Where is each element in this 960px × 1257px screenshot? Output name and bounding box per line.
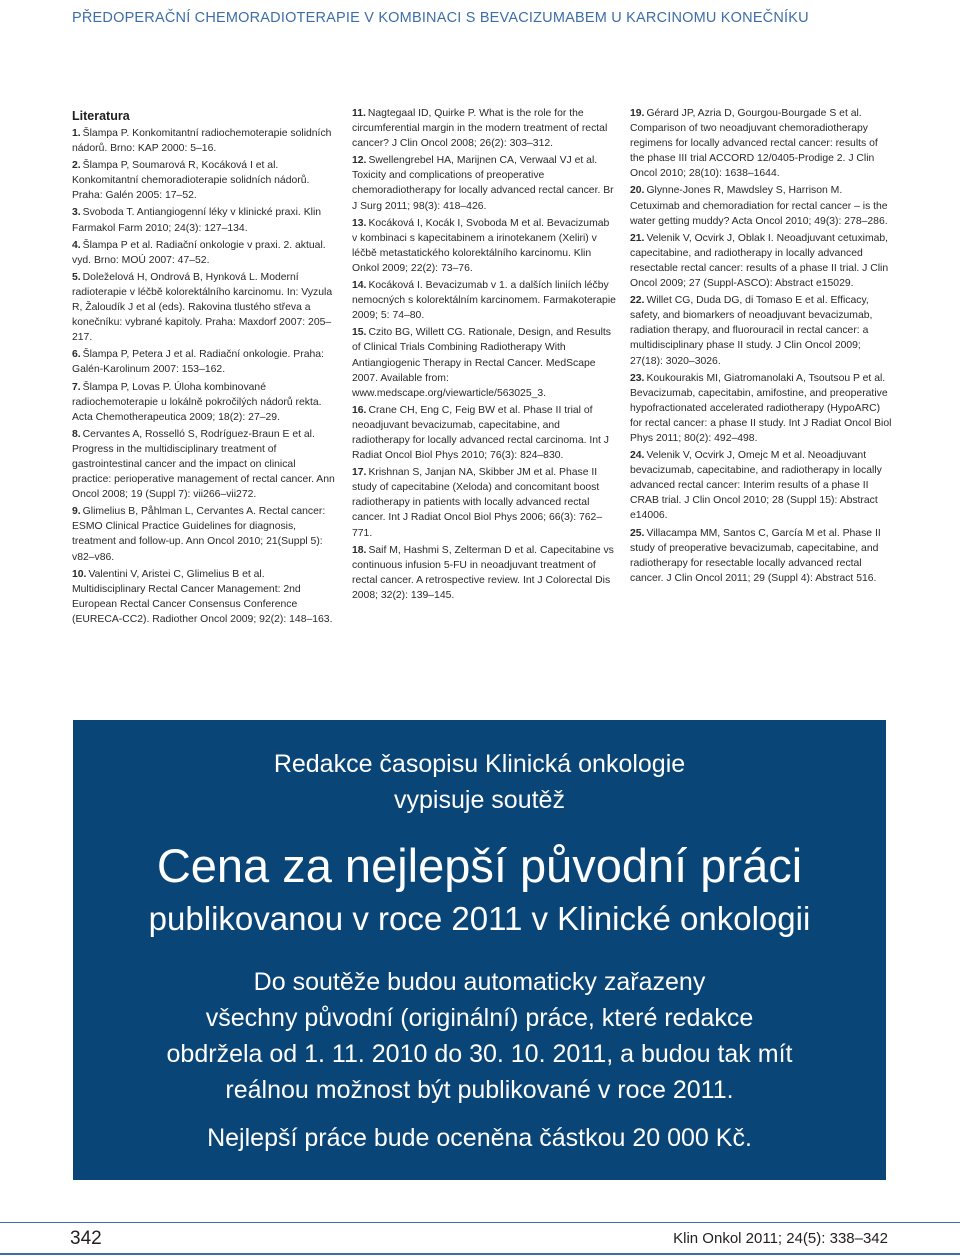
reference-item (72, 380, 336, 425)
reference-item (352, 106, 616, 151)
literature-heading: Literatura (72, 109, 130, 123)
reference-item (72, 238, 336, 268)
reference-text: Saif M, Hashmi S, Zelterman D et al. Capecitabine vs continuous infusion 5-FU in neoadjuvant treatment of rectal cancer. A retrospective review. Int J Colorectal Dis 2008; 32(2): 139–145. (352, 544, 614, 601)
reference-text: Czito BG, Willett CG. Rationale, Design, and Results of Clinical Trials Combining Radiotherapy With Antiangiogenic Therapy in Rectal Cancer. MedScape 2007. Available from: www.medscape.org/viewarticle/563025_3. (352, 327, 611, 399)
reference-text: Glimelius B, Påhlman L, Cervantes A. Rectal cancer: ESMO Clinical Practice Guidelines for diagnosis, treatment and follow-up. Ann Oncol 2010; 21(Suppl 5): v82–v86. (72, 506, 326, 563)
reference-number: 7. (72, 381, 81, 393)
reference-text: Doleželová H, Ondrová B, Hynková L. Moderní radioterapie v léčbě kolorektálního karcinomu. In: Vyzula R, Žaloudík J et al (eds). Rakovina tlustého střeva a konečníku: vybrané kapitoly. Praha: Maxdorf 2007: 205–217. (72, 271, 333, 344)
reference-number: 10. (72, 568, 87, 580)
reference-number: 11. (352, 108, 366, 119)
reference-text: Kocáková I. Bevacizumab v 1. a dalších liniích léčby nemocných s kolorektálním karcinomem. Farmakoterapie 2009; 5: 74–80. (352, 280, 616, 322)
reference-text: Swellengrebel HA, Marijnen CA, Verwaal VJ et al. Toxicity and complications of preoperative chemoradiotherapy for locally advanced rectal cancer. Br J Surg 2011; 98(3): 418–426. (352, 155, 614, 212)
footer-divider (0, 1222, 960, 1223)
reference-number: 17. (352, 467, 367, 479)
reference-number: 9. (72, 506, 81, 518)
page-number: 342 (70, 1228, 102, 1249)
references-column-3 (630, 106, 894, 588)
reference-item (72, 504, 336, 564)
reference-text: Šlampa P et al. Radiační onkologie v praxi. 2. aktual. vyd. Brno: MOÚ 2007: 47–52. (72, 239, 326, 266)
references-column-1 (72, 107, 336, 629)
reference-number: 13. (352, 217, 367, 229)
reference-text: Crane CH, Eng C, Feig BW et al. Phase II trial of neoadjuvant bevacizumab, capecitabine, and radiotherapy for locally advanced rectal carcinoma. Int J Radiat Oncol Biol Phys 2010; 76(3): 824–830. (352, 404, 610, 462)
reference-number: 8. (72, 428, 81, 440)
reference-text: Valentini V, Aristei C, Glimelius B et al. Multidisciplinary Rectal Cancer Management: 2nd European Rectal Cancer Consensus Conference (EURECA-CC2). Radiother Oncol 2009; 92(2): 148–163. (72, 568, 333, 625)
reference-text: Nagtegaal ID, Quirke P. What is the role for the circumferential margin in the modern treatment of rectal cancer? J Clin Oncol 2008; 26(2): 303–312. (352, 108, 608, 150)
reference-item (352, 278, 616, 323)
reference-text: Kocáková I, Kocák I, Svoboda M et al. Bevacizumab v kombinaci s kapecitabinem a irinotekanem (Xeliri) v léčbě metastatického kolorektálního karcinomu. Klin Onkol 2009; 22(2): 73–76. (352, 217, 610, 274)
reference-number: 1. (72, 128, 81, 139)
reference-number: 25. (630, 527, 645, 539)
reference-item (630, 183, 894, 228)
reference-item (352, 465, 616, 540)
reference-item (72, 567, 336, 627)
announcement-line: Redakce časopisu Klinická onkologie (273, 750, 686, 778)
reference-number: 19. (630, 108, 645, 119)
reference-number: 6. (72, 349, 81, 361)
reference-text: Gérard JP, Azria D, Gourgou-Bourgade S et al. Comparison of two neoadjuvant chemoradiotherapy regimens for locally advanced rectal cancer: results of the phase III trial ACCORD 12/0405-Prodige 2. J Clin Oncol 2010; 28(10): 1638–1644. (630, 108, 878, 180)
reference-text: Šlampa P. Konkomitantní radiochemoterapie solidních nádorů. Brno: KAP 2000: 5–16. (72, 128, 332, 155)
reference-text: Velenik V, Ocvirk J, Oblak I. Neoadjuvant cetuximab, capecitabine, and radiotherapy in locally advanced resectable rectal cancer: results of a phase II trial. J Clin Oncol 2009; 27 (Suppl-ASCO): Abstract e15029. (630, 232, 889, 290)
reference-item (352, 325, 616, 400)
reference-item (72, 270, 336, 345)
announcement-line: reálnou možnost být publikované v roce 2011. (225, 1076, 734, 1104)
reference-item (72, 158, 336, 203)
announcement-prize: Nejlepší práce bude oceněna částkou 20 000 Kč. (207, 1124, 752, 1152)
reference-list (352, 106, 616, 603)
reference-item (72, 427, 336, 502)
reference-text: Šlampa P, Lovas P. Úloha kombinované radiochemoterapie u lokálně pokročilých nádorů rekta. Acta Chemotherapeutica 2009; 18(2): 27–29. (72, 381, 322, 423)
reference-text: Velenik V, Ocvirk J, Omejc M et al. Neoadjuvant bevacizumab, capecitabine, and radiotherapy in locally advanced rectal cancer: Interim results of a phase II CRAB trial. J Clin Oncol 2010; 28 (Suppl 15): Abstract e14006. (630, 450, 882, 522)
reference-list (72, 126, 336, 627)
announcement-line: obdržela od 1. 11. 2010 do 30. 10. 2011, a budou tak mít (166, 1040, 793, 1068)
reference-text: Svoboda T. Antiangiogenní léky v klinické praxi. Klin Farmakol Farm 2010; 24(3): 127–134. (72, 207, 322, 234)
reference-item (630, 448, 894, 523)
reference-number: 18. (352, 544, 367, 556)
reference-number: 23. (630, 372, 645, 384)
reference-text: Šlampa P, Soumarová R, Kocáková I et al. Konkomitantní chemoradioterapie solidních nádorů. Praha: Galén 2005: 17–52. (72, 160, 310, 202)
announcement-subtitle: publikovanou v roce 2011 v Klinické onkologii (148, 900, 811, 937)
reference-item (72, 205, 336, 235)
reference-number: 22. (630, 295, 645, 307)
reference-item (630, 526, 894, 586)
reference-item (630, 231, 894, 291)
reference-text: Glynne-Jones R, Mawdsley S, Harrison M. Cetuximab and chemoradiation for rectal cancer – is the water getting muddy? Acta Oncol 2010; 49(3): 278–286. (630, 185, 888, 227)
announcement-line: Do soutěže budou automaticky zařazeny (253, 968, 706, 996)
reference-list (630, 106, 894, 586)
references-column-2 (352, 106, 616, 605)
reference-number: 20. (630, 185, 645, 197)
announcement-title: Cena za nejlepší původní práci (156, 839, 803, 892)
reference-number: 3. (72, 207, 81, 219)
footer-divider (0, 1253, 960, 1255)
reference-item (630, 293, 894, 368)
reference-item (72, 347, 336, 377)
journal-citation: Klin Onkol 2011; 24(5): 338–342 (673, 1230, 888, 1247)
reference-number: 2. (72, 160, 81, 172)
reference-item (352, 543, 616, 603)
reference-number: 14. (352, 280, 367, 292)
reference-number: 24. (630, 450, 645, 462)
reference-item (352, 216, 616, 276)
reference-item (630, 371, 894, 446)
running-title: PŘEDOPERAČNÍ CHEMORADIOTERAPIE V KOMBINACI S BEVACIZUMABEM U KARCINOMU KONEČNÍKU (72, 10, 809, 26)
reference-number: 12. (352, 155, 367, 167)
reference-item (352, 153, 616, 213)
reference-text: Willet CG, Duda DG, di Tomaso E et al. Efficacy, safety, and biomarkers of neoadjuvant bevacizumab, radiation therapy, and fluorouracil in rectal cancer: a multidisciplinary phase II study. J Clin Oncol 2009; 27(18): 3020–3026. (630, 295, 873, 367)
reference-item (72, 126, 336, 156)
reference-item (630, 106, 894, 181)
reference-text: Šlampa P, Petera J et al. Radiační onkologie. Praha: Galén-Karolinum 2007: 153–162. (72, 349, 324, 376)
reference-text: Krishnan S, Janjan NA, Skibber JM et al. Phase II study of capecitabine (Xeloda) and concomitant boost radiotherapy in patients with locally advanced rectal cancer. Int J Radiat Oncol Biol Phys 2006; 66(3): 762–771. (352, 467, 603, 539)
reference-number: 21. (630, 232, 645, 244)
reference-number: 16. (352, 404, 367, 416)
announcement-line: vypisuje soutěž (394, 786, 565, 814)
reference-text: Villacampa MM, Santos C, García M et al. Phase II study of preoperative bevacizumab, capecitabine, and radiotherapy for resectable locally advanced rectal cancer. J Clin Oncol 2011; 29 (Suppl 4): Abstract 516. (630, 527, 881, 584)
reference-number: 5. (72, 271, 81, 283)
reference-item (352, 403, 616, 463)
announcement-line: všechny původní (originální) práce, které redakce (205, 1004, 754, 1032)
reference-text: Cervantes A, Rosselló S, Rodríguez-Braun E et al. Progress in the multidisciplinary treatment of gastrointestinal cancer and the impact on clinical practice: perioperative management of rectal cancer. Ann Oncol 2008; 19 (Suppl 7): vii266–vii272. (72, 428, 335, 501)
reference-text: Koukourakis MI, Giatromanolaki A, Tsoutsou P et al. Bevacizumab, capecitabin, amifostine, and preoperative hypofractionated accelerated radiotherapy (HypoARC) for rectal cancer: a phase II study. Int J Radiat Oncol Biol Phys 2011; 80(2): 492–498. (630, 372, 892, 444)
reference-number: 4. (72, 239, 81, 251)
reference-number: 15. (352, 327, 367, 339)
competition-announcement (73, 720, 886, 1180)
